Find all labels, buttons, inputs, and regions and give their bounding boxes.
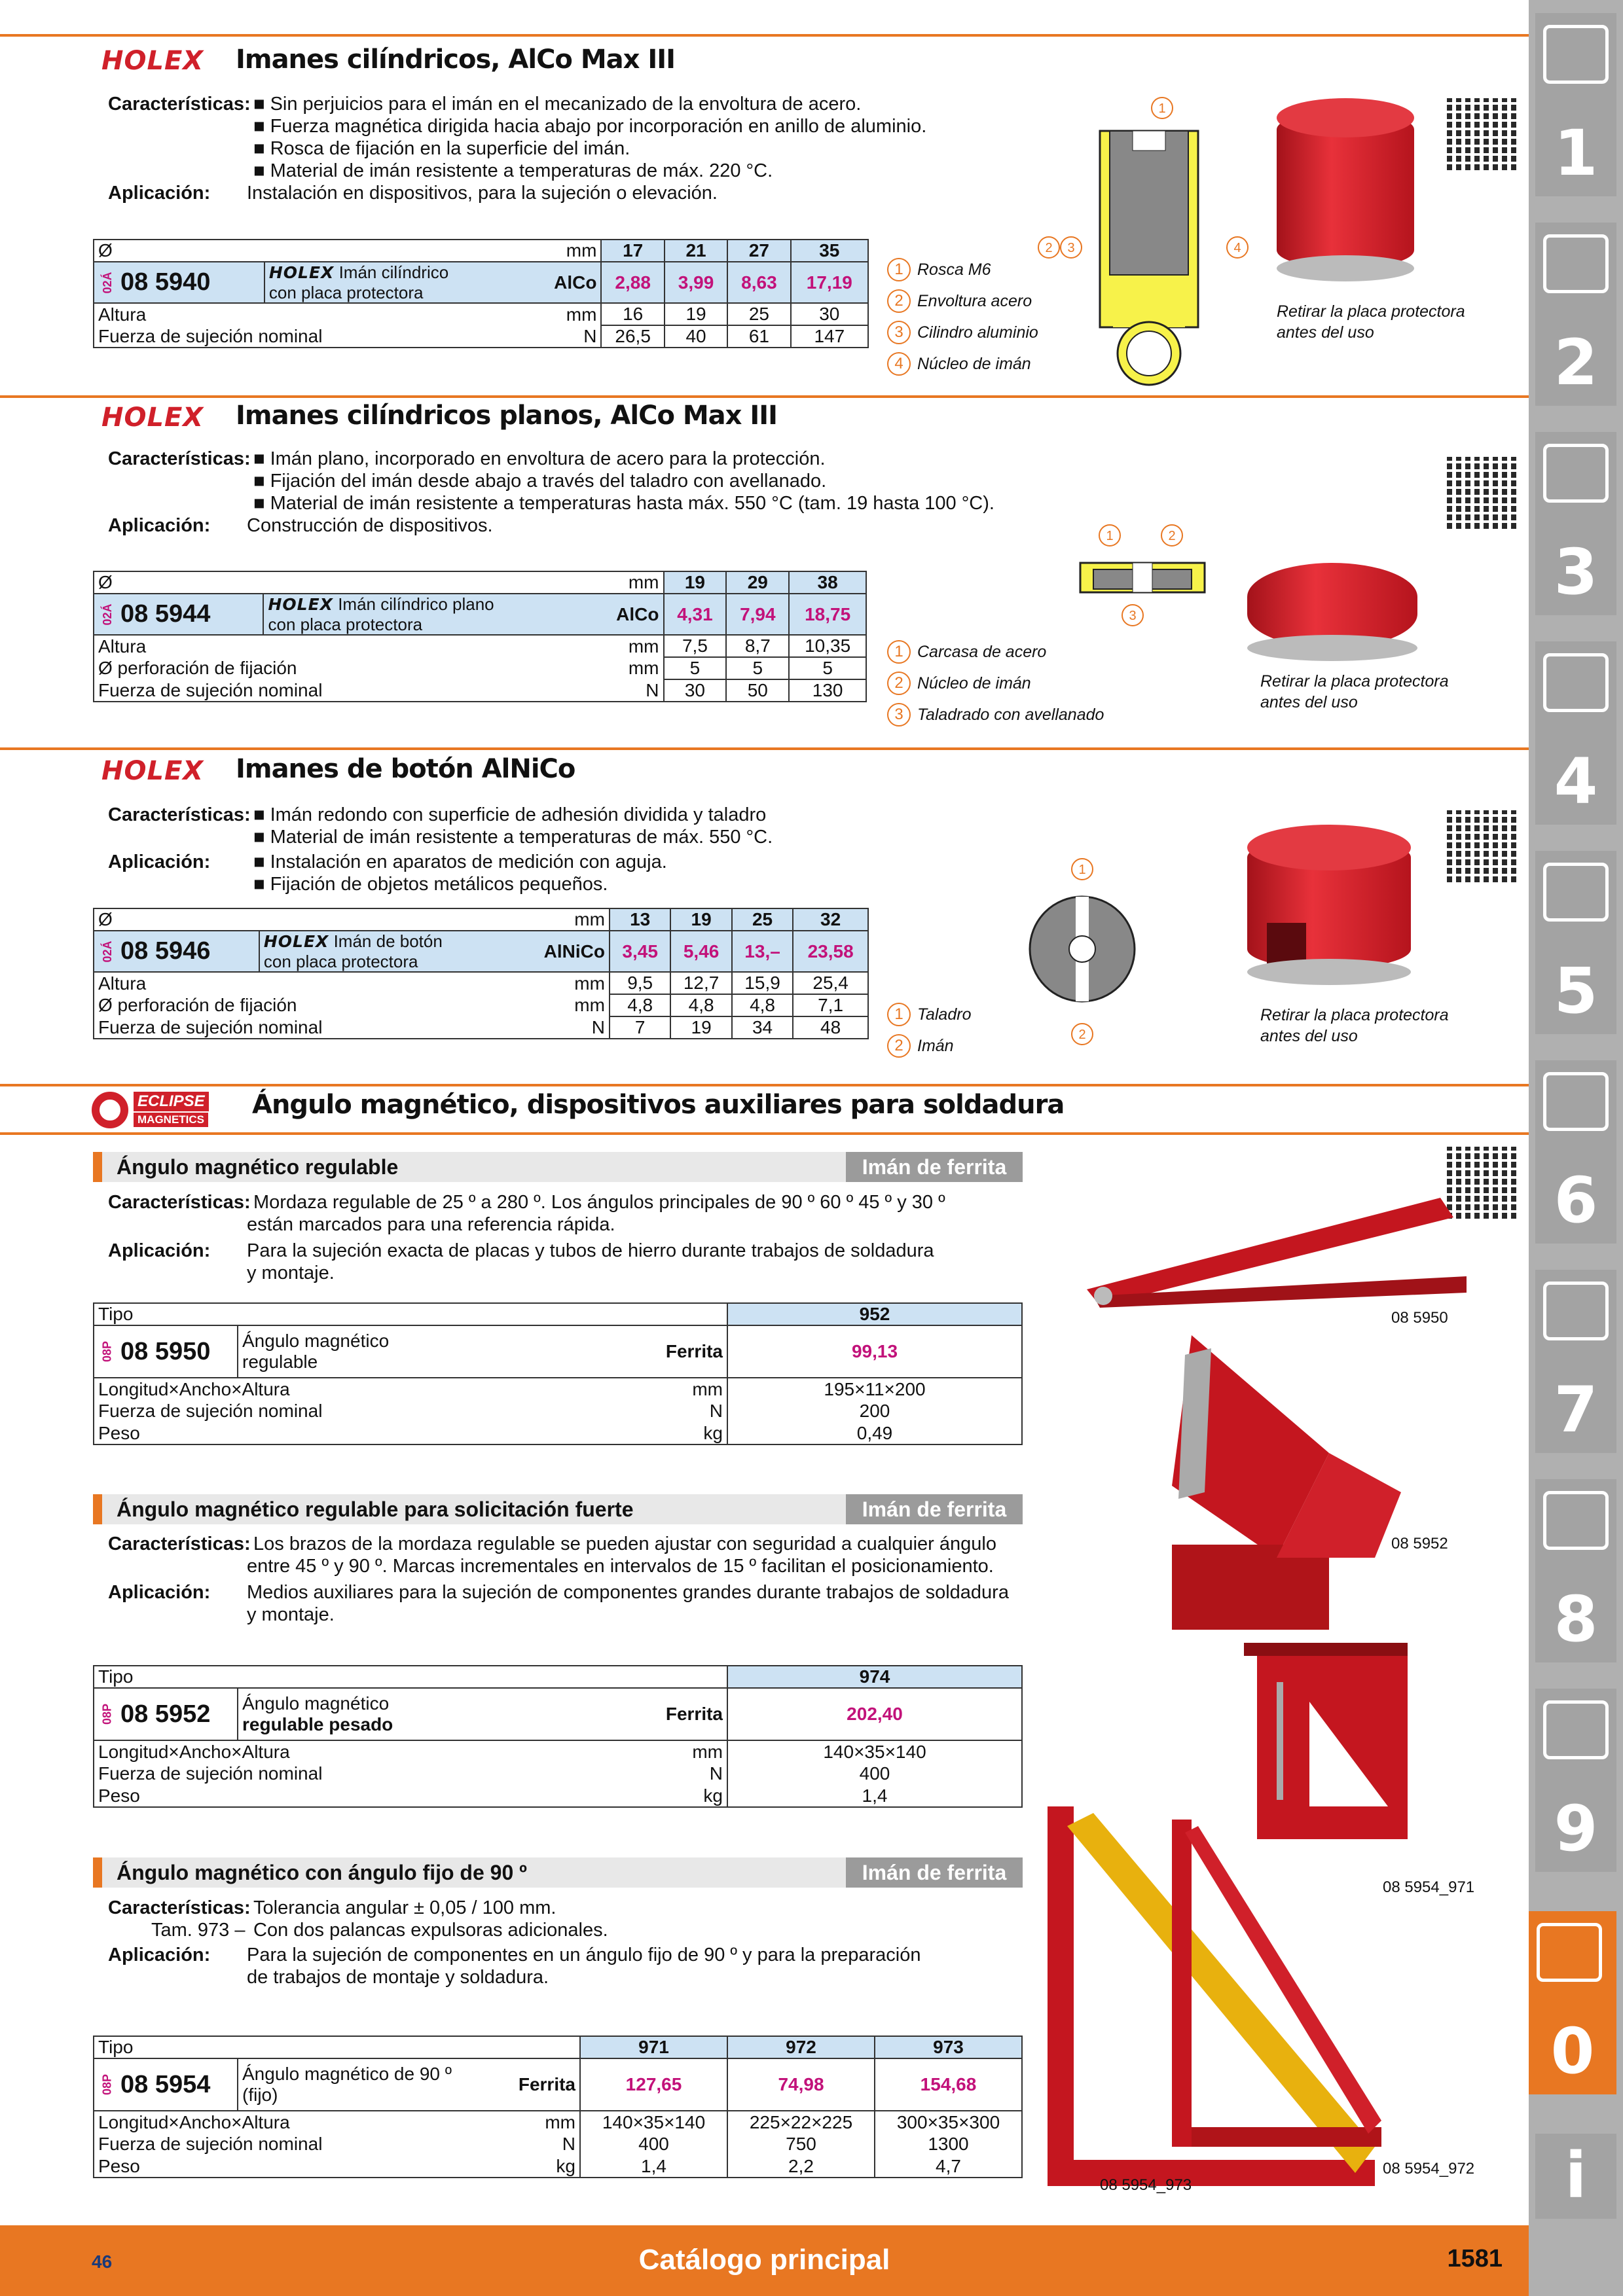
section-title: Imanes de botón AlNiCo: [236, 754, 575, 784]
cell: 7: [610, 1016, 670, 1039]
cell: 4,8: [670, 994, 731, 1016]
material: Ferrita: [582, 1325, 727, 1378]
feature-line: ■ Material de imán resistente a temperaturas de máx. 220 °C.: [253, 160, 773, 181]
price: 7,94: [726, 594, 789, 635]
svg-text:1: 1: [1158, 101, 1166, 116]
qr-code: [1447, 98, 1519, 170]
product-name: Ángulo magnético regulable pesado: [238, 1688, 585, 1740]
product-name: Ángulo magnético regulable: [238, 1325, 582, 1378]
page-number: 46: [92, 2251, 113, 2272]
chapter-tab-2[interactable]: [1535, 223, 1616, 406]
feature-line: entre 45 º y 90 º. Marcas incrementales en intervalos de 15 º facilitan el posicionamiento.: [247, 1556, 994, 1577]
material: Ferrita: [585, 1688, 727, 1740]
size-header: 29: [726, 571, 789, 594]
size-header: 38: [789, 571, 866, 594]
feature-line: Tolerancia angular ± 0,05 / 100 mm.: [253, 1897, 556, 1918]
unit: mm: [515, 908, 610, 931]
cell: 25,4: [793, 972, 868, 994]
row-label: Altura: [94, 635, 592, 657]
chapter-tab-7[interactable]: [1535, 1270, 1616, 1453]
product-name: Ángulo magnético de 90 º (fijo): [238, 2058, 501, 2111]
tab-number: 8: [1554, 1583, 1598, 1656]
size-header: 19: [670, 908, 731, 931]
row-label: Longitud×Ancho×Altura: [94, 1740, 585, 1763]
svg-text:3: 3: [1129, 609, 1137, 623]
row-label: Fuerza de sujeción nominal: [94, 325, 529, 348]
label-caracteristicas: Características:: [108, 1534, 251, 1554]
product-name: HOLEX Imán de botón con placa protectora: [259, 931, 515, 972]
label-aplicacion: Aplicación:: [108, 1945, 211, 1965]
application-line: Instalación en dispositivos, para la sujeción o elevación.: [247, 183, 718, 204]
application-line: Medios auxiliares para la sujeción de componentes grandes durante trabajos de soldadura: [247, 1582, 1009, 1603]
footer: [0, 2225, 1529, 2296]
tab-number: 2: [1554, 326, 1598, 399]
catalog-title: Catálogo principal: [638, 2244, 890, 2276]
product-code: 08P 08 5954: [94, 2058, 238, 2111]
row-label: Fuerza de sujeción nominal: [94, 2133, 501, 2155]
feature-line: ■ Material de imán resistente a temperaturas hasta máx. 550 °C (tam. 19 hasta 100 °C).: [253, 493, 994, 514]
product-tag: 02Á: [101, 940, 115, 963]
size-header: 13: [610, 908, 670, 931]
legend: 1 Rosca M6 2 Envoltura acero 3 Cilindro aluminio 4 Núcleo de imán: [887, 254, 1038, 380]
table-header: Tipo: [94, 1303, 727, 1325]
product-photo-085954-972: [1172, 1820, 1395, 2160]
row-label: Ø perforación de fijación: [94, 657, 592, 679]
tool-cabinet-icon: [1543, 1700, 1609, 1759]
row-label: Peso: [94, 1785, 585, 1807]
row-label: Fuerza de sujeción nominal: [94, 1400, 582, 1422]
cell: 5: [789, 657, 866, 679]
row-unit: mm: [515, 972, 610, 994]
row-unit: N: [709, 1763, 723, 1784]
product-tag: 08P: [100, 2073, 114, 2096]
cell: 30: [791, 303, 868, 325]
row-unit: kg: [501, 2155, 580, 2178]
product-table-085944: [93, 571, 867, 702]
feature-line: ■ Imán redondo con superficie de adhesión dividida y taladro: [253, 804, 767, 825]
application-line: Para la sujeción exacta de placas y tubos de hierro durante trabajos de soldadura: [247, 1240, 934, 1261]
row-unit: N: [529, 325, 601, 348]
cell: 200: [727, 1400, 1022, 1422]
image-label: 08 5954_973: [1100, 2176, 1192, 2194]
row-label: Ø perforación de fijación: [94, 994, 515, 1016]
cell: 130: [789, 679, 866, 702]
cell: 4,7: [875, 2155, 1022, 2178]
cell: 4,8: [610, 994, 670, 1016]
tab-number: 5: [1554, 954, 1598, 1028]
qr-code: [1447, 457, 1519, 529]
tab-number: 0: [1550, 2015, 1595, 2088]
size-header: 19: [664, 571, 727, 594]
application-line: de trabajos de montaje y soldadura.: [247, 1967, 549, 1988]
chapter-tab-6[interactable]: [1535, 1060, 1616, 1244]
chapter-tab-9[interactable]: [1535, 1689, 1616, 1872]
product-table-085952: [93, 1665, 1023, 1808]
application-line: Construcción de dispositivos.: [247, 515, 493, 536]
cell: 48: [793, 1016, 868, 1039]
product-table-085954: [93, 2036, 1023, 2178]
cell: 2,2: [727, 2155, 875, 2178]
application-line: Para la sujeción de componentes en un ángulo fijo de 90 º y para la preparación: [247, 1945, 921, 1965]
type-header: 952: [727, 1303, 1022, 1325]
label-caracteristicas: Características:: [108, 448, 251, 469]
table-header: Tipo: [94, 1666, 727, 1688]
caption: Retirar la placa protectora antes del uso: [1277, 302, 1465, 342]
svg-text:2: 2: [1078, 1028, 1086, 1042]
label-aplicacion: Aplicación:: [108, 515, 211, 536]
caption: Retirar la placa protectora antes del uso: [1260, 1006, 1449, 1045]
size-header: 21: [665, 240, 727, 262]
row-unit: kg: [582, 1422, 727, 1444]
application-line: y montaje.: [247, 1263, 335, 1283]
price: 127,65: [580, 2058, 727, 2111]
material: AlCo: [529, 262, 601, 303]
subsection-description: [108, 1533, 1044, 1631]
subsection-header: Ángulo magnético regulable Imán de ferrita: [93, 1152, 1023, 1182]
section-title: Ángulo magnético, dispositivos auxiliares para soldadura: [252, 1090, 1065, 1120]
row-label: Longitud×Ancho×Altura: [94, 1378, 582, 1400]
table-header: Tipo: [94, 2036, 580, 2058]
cell: 147: [791, 325, 868, 348]
cell: 195×11×200: [727, 1378, 1022, 1400]
product-tag: 02Á: [101, 271, 115, 294]
chapter-tab-3[interactable]: [1535, 432, 1616, 615]
cell: 61: [727, 325, 790, 348]
product-code: 08P 08 5950: [94, 1325, 238, 1378]
material: Ferrita: [501, 2058, 580, 2111]
label-caracteristicas: Características:: [108, 1897, 251, 1918]
price: 23,58: [793, 931, 868, 972]
cell: 5: [726, 657, 789, 679]
product-code: 02Á 08 5940: [94, 262, 264, 303]
type-header: 974: [727, 1666, 1022, 1688]
holex-logo-small: HOLEX: [268, 263, 335, 282]
legend: 1 Taladro 2 Imán: [887, 999, 971, 1062]
row-unit: mm: [501, 2111, 580, 2133]
product-table-085950: [93, 1302, 1023, 1445]
wrench-icon: [1543, 1072, 1609, 1131]
product-photo-cylinder: [1277, 98, 1414, 281]
row-label: Fuerza de sujeción nominal: [94, 1016, 515, 1039]
cylinder-magnet-diagram: [1034, 92, 1257, 386]
holex-logo: HOLEX: [101, 403, 204, 433]
cell: 7,5: [664, 635, 727, 657]
material: AlCo: [592, 594, 664, 635]
cell: 300×35×300: [875, 2111, 1022, 2133]
cell: 7,1: [793, 994, 868, 1016]
feature-line: Con dos palancas expulsoras adicionales.: [253, 1920, 608, 1941]
type-header: 971: [580, 2036, 727, 2058]
table-header: Ø: [94, 571, 592, 594]
chapter-tab-4[interactable]: [1535, 641, 1616, 825]
tool-set-icon: [1543, 1491, 1609, 1550]
label-caracteristicas: Características:: [108, 94, 251, 115]
size-header: 35: [791, 240, 868, 262]
cell: 140×35×140: [580, 2111, 727, 2133]
feature-line: ■ Fuerza magnética dirigida hacia abajo por incorporación en anillo de aluminio.: [253, 116, 927, 137]
row-unit: N: [592, 679, 664, 702]
cell: 1300: [875, 2133, 1022, 2155]
insert-icon: [1543, 234, 1609, 293]
flat-magnet-diagram: [1067, 517, 1218, 635]
cell: 400: [727, 1763, 1022, 1785]
material: AlNiCo: [515, 931, 610, 972]
row-unit: mm: [585, 1740, 727, 1763]
size-header: 32: [793, 908, 868, 931]
feature-line: ■ Fijación del imán desde abajo a través del taladro con avellanado.: [253, 471, 827, 492]
feature-line: ■ Sin perjuicios para el imán en el mecanizado de la envoltura de acero.: [253, 94, 862, 115]
table-header: Ø: [94, 908, 515, 931]
eclipse-logo-word: ECLIPSE: [134, 1092, 209, 1111]
holex-logo-small: HOLEX: [263, 932, 329, 951]
row-label: Fuerza de sujeción nominal: [94, 679, 592, 702]
row-label: Fuerza de sujeción nominal: [94, 1763, 585, 1785]
section-description: [108, 448, 1025, 546]
size-note: Tam. 973 –: [151, 1920, 246, 1941]
image-label: 08 5954_971: [1383, 1878, 1475, 1896]
svg-text:2: 2: [1045, 241, 1053, 255]
section-title: Imanes cilíndricos, AlCo Max III: [236, 45, 676, 75]
magnet-type-badge: Imán de ferrita: [846, 1494, 1023, 1524]
product-code: 02Á 08 5946: [94, 931, 259, 972]
svg-text:1: 1: [1106, 529, 1114, 543]
cell: 1,4: [727, 1785, 1022, 1807]
feature-line: Los brazos de la mordaza regulable se pueden ajustar con seguridad a cualquier ángulo: [253, 1534, 996, 1554]
row-unit: mm: [592, 657, 664, 679]
row-unit: mm: [582, 1378, 727, 1400]
row-label: Longitud×Ancho×Altura: [94, 2111, 501, 2133]
cell: 225×22×225: [727, 2111, 875, 2133]
price: 202,40: [727, 1688, 1022, 1740]
chapter-tab-5[interactable]: [1535, 851, 1616, 1034]
product-name: HOLEX Imán cilíndrico con placa protectora: [264, 262, 529, 303]
feature-line: ■ Material de imán resistente a temperaturas de máx. 550 °C.: [253, 827, 773, 848]
application-line: y montaje.: [247, 1604, 335, 1625]
row-unit: N: [515, 1016, 610, 1039]
cell: 19: [665, 303, 727, 325]
product-name: HOLEX Imán cilíndrico plano con placa protectora: [263, 594, 591, 635]
cell: 40: [665, 325, 727, 348]
feature-line: están marcados para una referencia rápida.: [247, 1214, 615, 1235]
section-description: [108, 804, 1025, 895]
feature-line: ■ Rosca de fijación en la superficie del imán.: [253, 138, 630, 159]
unit: mm: [529, 240, 601, 262]
cell: 140×35×140: [727, 1740, 1022, 1763]
product-table-085946: [93, 908, 869, 1039]
product-tag: 08P: [100, 1340, 114, 1363]
application-line: ■ Instalación en aparatos de medición con aguja.: [253, 852, 667, 872]
price: 2,88: [601, 262, 664, 303]
grinding-disc-icon: [1543, 863, 1609, 922]
cell: 16: [601, 303, 664, 325]
label-aplicacion: Aplicación:: [108, 183, 211, 204]
section-description: [108, 93, 1025, 211]
type-header: 973: [875, 2036, 1022, 2058]
cell: 400: [580, 2133, 727, 2155]
holex-logo: HOLEX: [101, 756, 204, 786]
price: 74,98: [727, 2058, 875, 2111]
price: 3,99: [665, 262, 727, 303]
row-label: Altura: [94, 972, 515, 994]
table-header: Ø: [94, 240, 529, 262]
catalog-page-number: 1581: [1447, 2245, 1503, 2272]
legend: 1 Carcasa de acero 2 Núcleo de imán 3 Taladrado con avellanado: [887, 636, 1104, 730]
row-unit: N: [709, 1401, 723, 1421]
row-unit: N: [562, 2134, 575, 2154]
cell: 50: [726, 679, 789, 702]
cell: 9,5: [610, 972, 670, 994]
subsection-header: Ángulo magnético con ángulo fijo de 90 º Imán de ferrita: [93, 1857, 1023, 1888]
feature-line: ■ Imán plano, incorporado en envoltura de acero para la protección.: [253, 448, 826, 469]
product-photo-085950: [1074, 1178, 1480, 1309]
product-photo-button: [1247, 825, 1411, 988]
price: 3,45: [610, 931, 670, 972]
chapter-tab-1[interactable]: [1535, 13, 1616, 196]
product-photo-085952: [1113, 1335, 1401, 1636]
cell: 5: [664, 657, 727, 679]
caliper-icon: [1543, 653, 1609, 712]
cell: 15,9: [732, 972, 793, 994]
cell: 30: [664, 679, 727, 702]
subsection-description: [108, 1897, 1044, 1995]
price: 5,46: [670, 931, 731, 972]
tab-number: 7: [1554, 1373, 1598, 1446]
cell: 4,8: [732, 994, 793, 1016]
price: 4,31: [664, 594, 727, 635]
price: 18,75: [789, 594, 866, 635]
row-label: Altura: [94, 303, 529, 325]
product-code: 02Á 08 5944: [94, 594, 263, 635]
size-header: 17: [601, 240, 664, 262]
product-table-085940: [93, 239, 869, 348]
product-tag: 08P: [100, 1703, 114, 1725]
cell: 12,7: [670, 972, 731, 994]
subsection-description: [108, 1191, 1044, 1289]
price: 13,–: [732, 931, 793, 972]
svg-text:3: 3: [1067, 241, 1075, 255]
image-label: 08 5950: [1391, 1309, 1448, 1327]
application-line: ■ Fijación de objetos metálicos pequeños.: [253, 874, 608, 895]
type-header: 972: [727, 2036, 875, 2058]
cell: 19: [670, 1016, 731, 1039]
label-caracteristicas: Características:: [108, 1192, 251, 1213]
row-unit: mm: [515, 994, 610, 1016]
eclipse-logo: [92, 1089, 232, 1128]
label-aplicacion: Aplicación:: [108, 852, 211, 872]
row-unit: mm: [529, 303, 601, 325]
cell: 26,5: [601, 325, 664, 348]
subsection-header: Ángulo magnético regulable para solicitación fuerte Imán de ferrita: [93, 1494, 1023, 1524]
caption: Retirar la placa protectora antes del uso: [1260, 672, 1449, 711]
tab-number: 3: [1554, 535, 1598, 609]
label-aplicacion: Aplicación:: [108, 1240, 211, 1261]
chapter-tab-8[interactable]: [1535, 1479, 1616, 1662]
row-label: Peso: [94, 2155, 501, 2178]
magnet-type-badge: Imán de ferrita: [846, 1152, 1023, 1182]
tab-number: 4: [1554, 745, 1598, 818]
tool-holder-icon: [1543, 444, 1609, 503]
row-label: Peso: [94, 1422, 582, 1444]
magnet-type-badge: Imán de ferrita: [846, 1857, 1023, 1888]
tab-number: 9: [1554, 1792, 1598, 1865]
svg-text:2: 2: [1168, 529, 1176, 543]
row-unit: kg: [585, 1785, 727, 1807]
qr-code: [1447, 810, 1519, 882]
cell: 25: [727, 303, 790, 325]
feature-line: Mordaza regulable de 25 º a 280 º. Los ángulos principales de 90 º 60 º 45 º y 30 º: [253, 1192, 945, 1213]
holex-logo-small: HOLEX: [268, 595, 333, 614]
chapter-tab-0[interactable]: [1529, 1911, 1616, 2094]
tab-number: i: [1565, 2139, 1587, 2212]
cell: 750: [727, 2133, 875, 2155]
row-unit: mm: [592, 635, 664, 657]
cell: 0,49: [727, 1422, 1022, 1444]
section-title: Imanes cilíndricos planos, AlCo Max III: [236, 401, 778, 431]
product-tag: 02Á: [101, 603, 115, 626]
unit: mm: [592, 571, 664, 594]
price: 8,63: [727, 262, 790, 303]
safety-glasses-icon: [1537, 1923, 1602, 1982]
svg-text:4: 4: [1233, 241, 1241, 255]
tab-number: 1: [1554, 117, 1598, 190]
image-label: 08 5954_972: [1383, 2160, 1475, 2178]
size-header: 25: [732, 908, 793, 931]
size-header: 27: [727, 240, 790, 262]
drill-icon: [1543, 25, 1609, 84]
label-aplicacion: Aplicación:: [108, 1582, 211, 1603]
cell: 10,35: [789, 635, 866, 657]
button-magnet-diagram: [1021, 851, 1139, 1047]
svg-text:1: 1: [1078, 863, 1086, 877]
eclipse-logo-sub: MAGNETICS: [134, 1113, 208, 1127]
cell: 8,7: [726, 635, 789, 657]
cell: 34: [732, 1016, 793, 1039]
cell: 1,4: [580, 2155, 727, 2178]
product-photo-flat: [1247, 543, 1417, 661]
price: 17,19: [791, 262, 868, 303]
tab-number: 6: [1554, 1164, 1598, 1237]
product-code: 08P 08 5952: [94, 1688, 238, 1740]
image-label: 08 5952: [1391, 1535, 1448, 1552]
label-caracteristicas: Características:: [108, 804, 251, 825]
price: 154,68: [875, 2058, 1022, 2111]
holex-logo: HOLEX: [101, 46, 204, 76]
chapter-tab-info[interactable]: [1535, 2134, 1616, 2219]
price: 99,13: [727, 1325, 1022, 1378]
pliers-icon: [1543, 1282, 1609, 1340]
